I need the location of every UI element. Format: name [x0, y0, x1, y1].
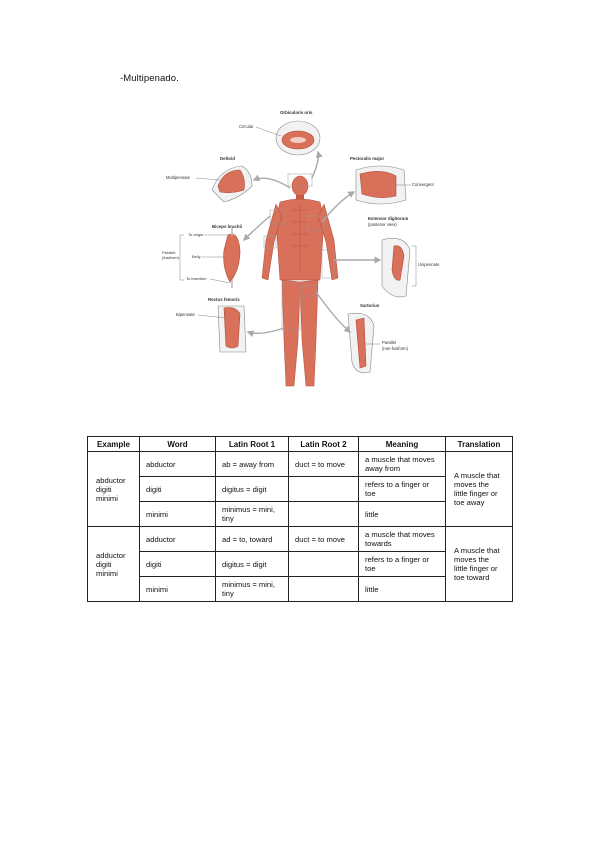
word-cell: minimi	[140, 577, 216, 602]
biceps-brachii-label: Biceps brachii	[212, 224, 243, 229]
meaning-cell: a muscle that moves towards	[359, 527, 446, 552]
multipennate-label: Multipennate	[166, 175, 190, 180]
word-cell: adductor	[140, 527, 216, 552]
human-muscle-figure	[262, 174, 338, 386]
rectus-femoris-label: Rectus femoris	[208, 297, 240, 302]
root1-cell: minimus = mini, tiny	[216, 502, 289, 527]
header-meaning: Meaning	[359, 437, 446, 452]
biceps-brachii-panel	[162, 224, 242, 288]
circular-label: Circular	[239, 124, 254, 129]
root1-cell: ad = to, toward	[216, 527, 289, 552]
muscle-shapes-diagram	[160, 100, 450, 400]
table-row	[88, 452, 513, 477]
pectoralis-major-panel	[350, 156, 434, 204]
meaning-cell: little	[359, 577, 446, 602]
pectoralis-major-label: Pectoralis major	[350, 156, 385, 161]
to-insertion-label: To insertion	[186, 276, 207, 281]
posterior-view-label: (posterior view)	[368, 222, 397, 227]
meaning-cell: refers to a finger or toe	[359, 477, 446, 502]
extensor-digitorum-label: Extensor digitorum	[368, 216, 409, 221]
root1-cell: digitus = digit	[216, 477, 289, 502]
word-cell: minimi	[140, 502, 216, 527]
root2-cell: duct = to move	[289, 452, 359, 477]
latin-roots-table	[87, 436, 513, 602]
root1-cell: minimus = mini, tiny	[216, 577, 289, 602]
nonfusiform-label: (non-fusiform)	[382, 346, 409, 351]
belly-label: Belly	[192, 254, 201, 259]
sartorius-panel	[348, 303, 409, 373]
root2-cell	[289, 552, 359, 577]
muscle-shapes-figure	[160, 100, 450, 400]
header-word: Word	[140, 437, 216, 452]
header-example: Example	[88, 437, 140, 452]
orbicularis-oris-panel	[239, 110, 320, 155]
word-cell: digiti	[140, 477, 216, 502]
rectus-femoris-panel	[176, 297, 246, 352]
header-translation: Translation	[446, 437, 513, 452]
root2-cell	[289, 577, 359, 602]
root2-cell	[289, 477, 359, 502]
orbicularis-oris-label: Orbicularis oris	[280, 110, 313, 115]
header-latin-root-2: Latin Root 2	[289, 437, 359, 452]
table-header-row	[88, 437, 513, 452]
deltoid-label: Deltoid	[220, 156, 235, 161]
table-row	[88, 527, 513, 552]
meaning-cell: little	[359, 502, 446, 527]
extensor-digitorum-panel	[368, 216, 440, 297]
to-origin-label: To origin	[188, 232, 204, 237]
unipennate-label: Unipennate	[418, 262, 440, 267]
sartorius-label: Sartorius	[360, 303, 380, 308]
fusiform-label: (fusiform)	[162, 255, 179, 260]
heading: -Multipenado.	[120, 73, 179, 84]
meaning-cell: refers to a finger or toe	[359, 552, 446, 577]
convergent-label: Convergent	[412, 182, 434, 187]
root2-cell	[289, 502, 359, 527]
parallel-label: Parallel	[162, 250, 176, 255]
word-cell: digiti	[140, 552, 216, 577]
root1-cell: ab = away from	[216, 452, 289, 477]
example-cell: abductor digiti minimi	[88, 452, 140, 527]
translation-cell: A muscle that moves the little finger or toe toward	[446, 527, 513, 602]
parallel-nonfusiform-label: Parallel	[382, 340, 396, 345]
example-cell: adductor digiti minimi	[88, 527, 140, 602]
header-latin-root-1: Latin Root 1	[216, 437, 289, 452]
word-cell: abductor	[140, 452, 216, 477]
root2-cell: duct = to move	[289, 527, 359, 552]
deltoid-panel	[166, 156, 252, 202]
translation-cell: A muscle that moves the little finger or toe away	[446, 452, 513, 527]
bipennate-label: Bipennate	[176, 312, 195, 317]
root1-cell: digitus = digit	[216, 552, 289, 577]
meaning-cell: a muscle that moves away from	[359, 452, 446, 477]
